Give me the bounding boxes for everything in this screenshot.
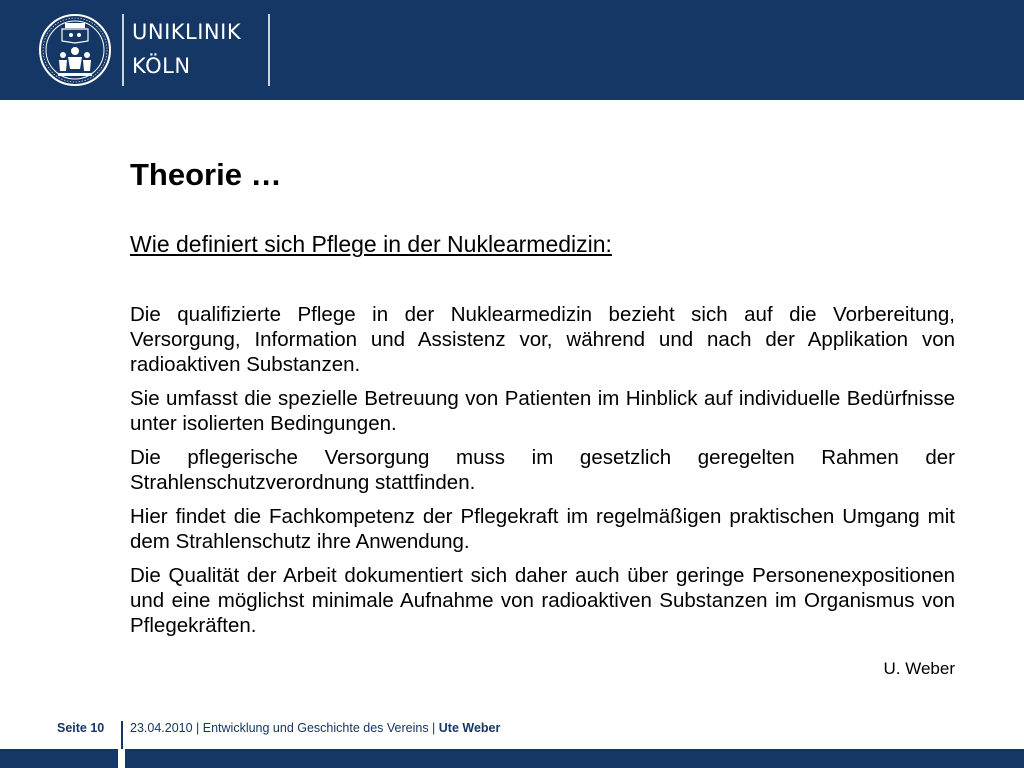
brand-logo xyxy=(122,14,270,86)
university-seal-icon xyxy=(38,13,112,87)
paragraph-4: Hier findet die Fachkompetenz der Pflegekraft im regelmäßigen praktischen Umgang mit dem Strahlenschutz ihre Anwendung. xyxy=(130,505,955,553)
footer-meta xyxy=(130,721,500,735)
footer xyxy=(0,719,1024,739)
paragraph-1: Die qualifizierte Pflege in der Nuklearmedizin bezieht sich auf die Vorbereitung, Versorgung, Information und Assistenz vor, während und nach der Applikation von radioaktiven Substanzen. xyxy=(130,303,955,376)
slide-subtitle: Wie definiert sich Pflege in der Nuklearmedizin: xyxy=(130,231,612,257)
paragraph-3: Die pflegerische Versorgung muss im gesetzlich geregelten Rahmen der Strahlenschutzverordnung stattfinden. xyxy=(130,446,955,494)
footer-date-topic: 23.04.2010 | Entwicklung und Geschichte des Vereins | xyxy=(130,721,439,735)
header-bar xyxy=(0,0,1024,100)
footer-presenter: Ute Weber xyxy=(438,721,501,735)
author-credit: U. Weber xyxy=(883,659,955,678)
footer-bar-gap xyxy=(118,749,125,768)
paragraph-2: Sie umfasst die spezielle Betreuung von Patienten im Hinblick auf individuelle Bedürfnisse unter isolierten Bedingungen. xyxy=(130,387,955,435)
brand-line-1: UNIKLINIK xyxy=(132,20,242,44)
body-text xyxy=(130,302,955,647)
slide-title: Theorie … xyxy=(130,157,282,192)
page-number: Seite 10 xyxy=(57,721,105,735)
brand-line-2: KÖLN xyxy=(132,54,191,78)
paragraph-5: Die Qualität der Arbeit dokumentiert sich daher auch über geringe Personenexpositionen und eine möglichst minimale Aufnahme von radioaktiven Substanzen im Organismus von Pflegekräften. xyxy=(130,564,955,637)
footer-bar xyxy=(0,749,1024,768)
